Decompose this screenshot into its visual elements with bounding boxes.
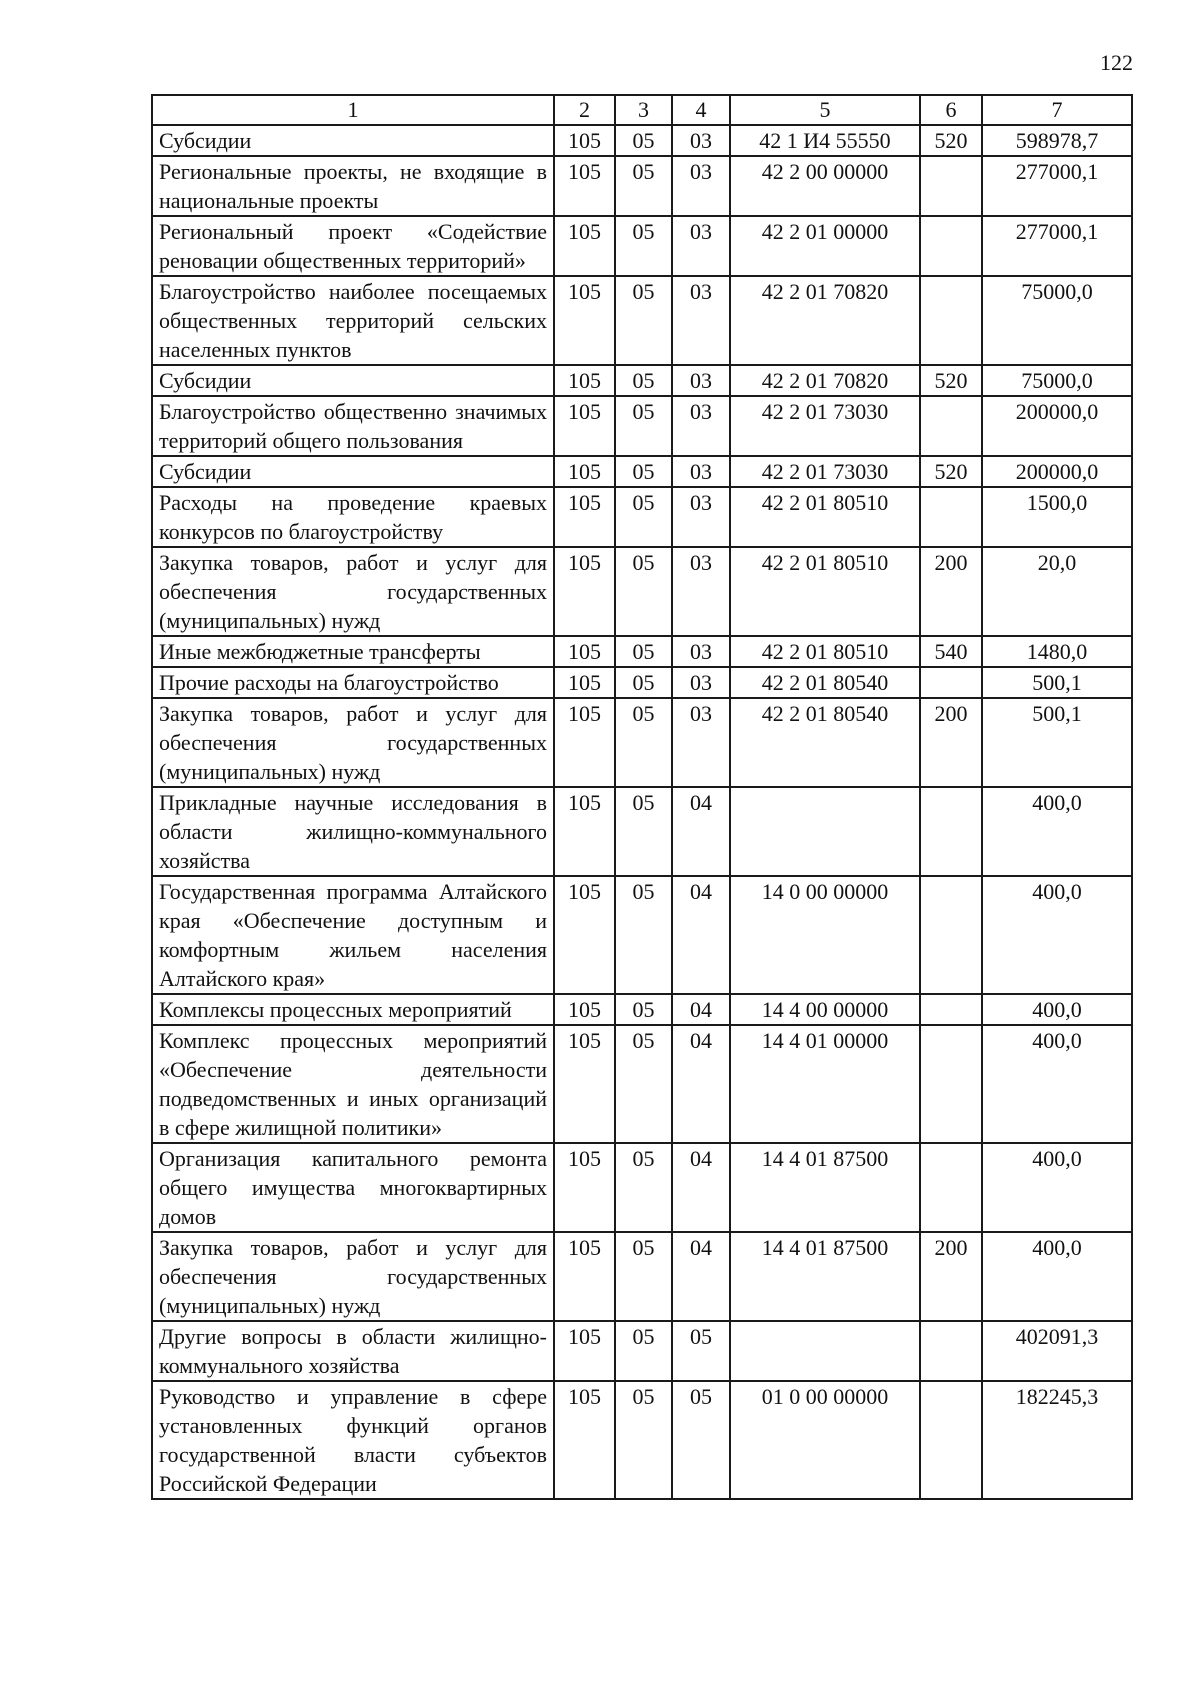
cell-subsection-code: 03	[672, 365, 730, 396]
cell-item-name: Закупка товаров, работ и услуг для обеспечения государственных (муниципальных) нужд	[152, 547, 554, 636]
cell-item-name: Иные межбюджетные трансферты	[152, 636, 554, 667]
cell-section-code: 05	[615, 456, 672, 487]
cell-ministry-code: 105	[554, 456, 615, 487]
cell-section-code: 05	[615, 365, 672, 396]
cell-ministry-code: 105	[554, 365, 615, 396]
cell-section-code: 05	[615, 125, 672, 156]
cell-section-code: 05	[615, 396, 672, 456]
cell-ministry-code: 105	[554, 125, 615, 156]
column-header-2: 2	[554, 95, 615, 125]
table-row	[152, 636, 1132, 667]
cell-subsection-code: 03	[672, 667, 730, 698]
cell-target-article-code: 14 4 01 87500	[730, 1232, 920, 1321]
cell-ministry-code: 105	[554, 787, 615, 876]
cell-target-article-code: 42 2 00 00000	[730, 156, 920, 216]
cell-amount: 75000,0	[982, 365, 1132, 396]
cell-section-code: 05	[615, 994, 672, 1025]
cell-item-name: Прикладные научные исследования в области жилищно-коммунального хозяйства	[152, 787, 554, 876]
cell-item-name: Региональные проекты, не входящие в национальные проекты	[152, 156, 554, 216]
cell-item-name: Комплекс процессных мероприятий «Обеспечение деятельности подведомственных и иных организаций в сфере жилищной политики»	[152, 1025, 554, 1143]
cell-subsection-code: 03	[672, 698, 730, 787]
cell-target-article-code: 42 2 01 70820	[730, 276, 920, 365]
cell-amount: 500,1	[982, 698, 1132, 787]
cell-subsection-code: 04	[672, 994, 730, 1025]
cell-item-name: Закупка товаров, работ и услуг для обеспечения государственных (муниципальных) нужд	[152, 698, 554, 787]
cell-item-name: Организация капитального ремонта общего имущества многоквартирных домов	[152, 1143, 554, 1232]
table-row	[152, 125, 1132, 156]
table-row	[152, 787, 1132, 876]
column-header-5: 5	[730, 95, 920, 125]
cell-subsection-code: 04	[672, 1232, 730, 1321]
cell-ministry-code: 105	[554, 156, 615, 216]
cell-item-name: Благоустройство общественно значимых территорий общего пользования	[152, 396, 554, 456]
cell-target-article-code: 42 2 01 80510	[730, 636, 920, 667]
cell-expense-type-code: 200	[920, 1232, 982, 1321]
table-row	[152, 156, 1132, 216]
table-row	[152, 994, 1132, 1025]
cell-target-article-code: 42 1 И4 55550	[730, 125, 920, 156]
cell-expense-type-code	[920, 216, 982, 276]
table-header-row	[152, 95, 1132, 125]
cell-amount: 500,1	[982, 667, 1132, 698]
cell-expense-type-code	[920, 1025, 982, 1143]
cell-subsection-code: 04	[672, 876, 730, 994]
page-number: 122	[1100, 50, 1133, 75]
cell-subsection-code: 04	[672, 1143, 730, 1232]
cell-item-name: Другие вопросы в области жилищно-коммунального хозяйства	[152, 1321, 554, 1381]
column-header-3: 3	[615, 95, 672, 125]
cell-subsection-code: 03	[672, 156, 730, 216]
column-header-1: 1	[152, 95, 554, 125]
cell-section-code: 05	[615, 276, 672, 365]
cell-section-code: 05	[615, 876, 672, 994]
table-row	[152, 1143, 1132, 1232]
cell-ministry-code: 105	[554, 698, 615, 787]
cell-expense-type-code: 540	[920, 636, 982, 667]
table-row	[152, 698, 1132, 787]
cell-expense-type-code	[920, 994, 982, 1025]
cell-amount: 400,0	[982, 1143, 1132, 1232]
cell-ministry-code: 105	[554, 487, 615, 547]
cell-item-name: Субсидии	[152, 125, 554, 156]
cell-item-name: Региональный проект «Содействие реновации общественных территорий»	[152, 216, 554, 276]
cell-target-article-code: 01 0 00 00000	[730, 1381, 920, 1499]
cell-expense-type-code	[920, 1321, 982, 1381]
cell-ministry-code: 105	[554, 276, 615, 365]
cell-subsection-code: 04	[672, 1025, 730, 1143]
cell-target-article-code: 42 2 01 70820	[730, 365, 920, 396]
cell-subsection-code: 03	[672, 487, 730, 547]
cell-amount: 1500,0	[982, 487, 1132, 547]
cell-ministry-code: 105	[554, 1025, 615, 1143]
cell-ministry-code: 105	[554, 876, 615, 994]
column-header-7: 7	[982, 95, 1132, 125]
cell-target-article-code: 42 2 01 80540	[730, 667, 920, 698]
cell-amount: 400,0	[982, 1025, 1132, 1143]
cell-subsection-code: 03	[672, 125, 730, 156]
cell-section-code: 05	[615, 1143, 672, 1232]
cell-amount: 75000,0	[982, 276, 1132, 365]
cell-subsection-code: 03	[672, 396, 730, 456]
cell-section-code: 05	[615, 547, 672, 636]
table-row	[152, 1232, 1132, 1321]
column-header-4: 4	[672, 95, 730, 125]
cell-ministry-code: 105	[554, 1321, 615, 1381]
cell-subsection-code: 03	[672, 636, 730, 667]
cell-section-code: 05	[615, 636, 672, 667]
cell-expense-type-code	[920, 876, 982, 994]
cell-target-article-code: 42 2 01 00000	[730, 216, 920, 276]
cell-item-name: Государственная программа Алтайского края «Обеспечение доступным и комфортным жильем населения Алтайского края»	[152, 876, 554, 994]
table-row	[152, 216, 1132, 276]
table-row	[152, 1025, 1132, 1143]
cell-target-article-code: 42 2 01 80510	[730, 547, 920, 636]
cell-amount: 598978,7	[982, 125, 1132, 156]
cell-target-article-code: 14 0 00 00000	[730, 876, 920, 994]
cell-expense-type-code: 520	[920, 365, 982, 396]
cell-expense-type-code	[920, 276, 982, 365]
cell-target-article-code	[730, 1321, 920, 1381]
cell-amount: 1480,0	[982, 636, 1132, 667]
cell-subsection-code: 03	[672, 216, 730, 276]
table-row	[152, 667, 1132, 698]
cell-subsection-code: 04	[672, 787, 730, 876]
cell-item-name: Расходы на проведение краевых конкурсов по благоустройству	[152, 487, 554, 547]
cell-target-article-code: 42 2 01 73030	[730, 396, 920, 456]
cell-amount: 277000,1	[982, 216, 1132, 276]
cell-expense-type-code	[920, 156, 982, 216]
cell-item-name: Субсидии	[152, 456, 554, 487]
cell-amount: 400,0	[982, 787, 1132, 876]
cell-expense-type-code	[920, 667, 982, 698]
cell-amount: 277000,1	[982, 156, 1132, 216]
cell-section-code: 05	[615, 156, 672, 216]
cell-ministry-code: 105	[554, 547, 615, 636]
cell-ministry-code: 105	[554, 396, 615, 456]
cell-amount: 400,0	[982, 1232, 1132, 1321]
cell-subsection-code: 03	[672, 456, 730, 487]
cell-expense-type-code	[920, 487, 982, 547]
cell-target-article-code: 14 4 01 00000	[730, 1025, 920, 1143]
cell-ministry-code: 105	[554, 636, 615, 667]
cell-ministry-code: 105	[554, 994, 615, 1025]
cell-expense-type-code: 200	[920, 547, 982, 636]
cell-ministry-code: 105	[554, 1143, 615, 1232]
table-row	[152, 365, 1132, 396]
cell-amount: 200000,0	[982, 456, 1132, 487]
cell-item-name: Закупка товаров, работ и услуг для обеспечения государственных (муниципальных) нужд	[152, 1232, 554, 1321]
cell-section-code: 05	[615, 1321, 672, 1381]
cell-target-article-code	[730, 787, 920, 876]
cell-item-name: Благоустройство наиболее посещаемых общественных территорий сельских населенных пунктов	[152, 276, 554, 365]
table-row	[152, 1321, 1132, 1381]
cell-section-code: 05	[615, 1232, 672, 1321]
table-row	[152, 396, 1132, 456]
table-row	[152, 876, 1132, 994]
table-row	[152, 456, 1132, 487]
cell-item-name: Комплексы процессных мероприятий	[152, 994, 554, 1025]
column-header-6: 6	[920, 95, 982, 125]
table-row	[152, 276, 1132, 365]
cell-ministry-code: 105	[554, 216, 615, 276]
cell-amount: 20,0	[982, 547, 1132, 636]
table-row	[152, 1381, 1132, 1499]
cell-item-name: Руководство и управление в сфере установленных функций органов государственной власти субъектов Российской Федерации	[152, 1381, 554, 1499]
cell-amount: 200000,0	[982, 396, 1132, 456]
cell-expense-type-code	[920, 787, 982, 876]
cell-subsection-code: 05	[672, 1381, 730, 1499]
cell-subsection-code: 03	[672, 276, 730, 365]
cell-amount: 400,0	[982, 876, 1132, 994]
cell-section-code: 05	[615, 487, 672, 547]
cell-expense-type-code	[920, 1143, 982, 1232]
cell-expense-type-code: 200	[920, 698, 982, 787]
cell-expense-type-code: 520	[920, 456, 982, 487]
cell-section-code: 05	[615, 698, 672, 787]
table-row	[152, 547, 1132, 636]
cell-section-code: 05	[615, 667, 672, 698]
cell-ministry-code: 105	[554, 1232, 615, 1321]
cell-target-article-code: 42 2 01 80510	[730, 487, 920, 547]
table-row	[152, 487, 1132, 547]
budget-table	[151, 94, 1133, 1500]
cell-subsection-code: 03	[672, 547, 730, 636]
cell-expense-type-code	[920, 396, 982, 456]
cell-target-article-code: 14 4 01 87500	[730, 1143, 920, 1232]
cell-target-article-code: 42 2 01 80540	[730, 698, 920, 787]
cell-section-code: 05	[615, 1381, 672, 1499]
cell-section-code: 05	[615, 216, 672, 276]
cell-amount: 182245,3	[982, 1381, 1132, 1499]
cell-target-article-code: 14 4 00 00000	[730, 994, 920, 1025]
cell-amount: 402091,3	[982, 1321, 1132, 1381]
cell-amount: 400,0	[982, 994, 1132, 1025]
cell-item-name: Прочие расходы на благоустройство	[152, 667, 554, 698]
cell-ministry-code: 105	[554, 1381, 615, 1499]
cell-subsection-code: 05	[672, 1321, 730, 1381]
cell-target-article-code: 42 2 01 73030	[730, 456, 920, 487]
cell-expense-type-code: 520	[920, 125, 982, 156]
cell-ministry-code: 105	[554, 667, 615, 698]
cell-item-name: Субсидии	[152, 365, 554, 396]
cell-section-code: 05	[615, 787, 672, 876]
cell-expense-type-code	[920, 1381, 982, 1499]
cell-section-code: 05	[615, 1025, 672, 1143]
